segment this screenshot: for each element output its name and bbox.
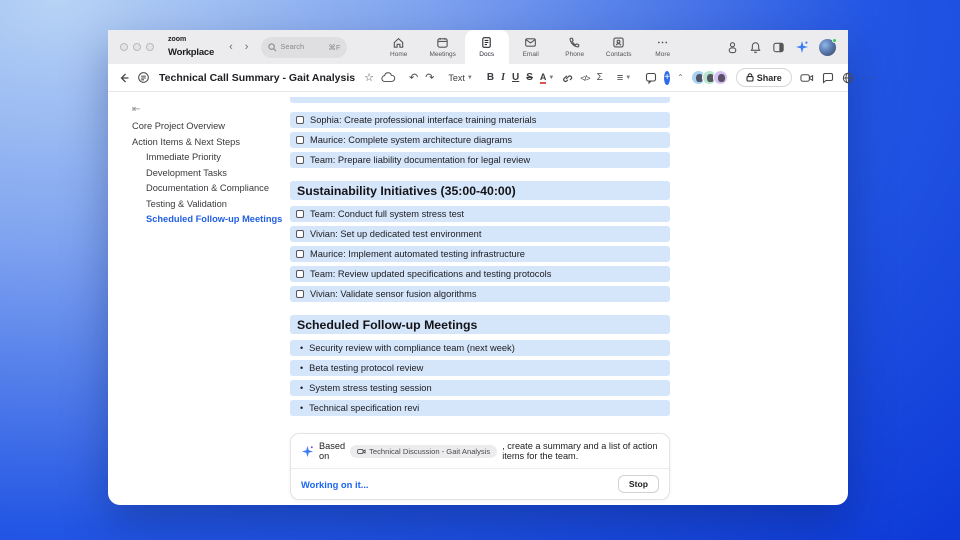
ai-prompt-prefix: Based on (319, 441, 346, 461)
window-controls[interactable] (120, 43, 154, 51)
outline-item[interactable]: Development Tasks (146, 167, 227, 178)
lock-icon (746, 73, 754, 82)
item-text: Maurice: Implement automated testing infrastructure (310, 249, 525, 259)
minimize-window-button[interactable] (133, 43, 141, 51)
search-shortcut: ⌘F (328, 42, 341, 52)
item-text: Team: Conduct full system stress test (310, 209, 464, 219)
docs-home-icon[interactable] (137, 71, 150, 84)
checklist-item[interactable] (290, 266, 670, 282)
italic-button[interactable]: I (501, 72, 505, 83)
cloud-sync-icon (381, 72, 395, 83)
nav-label: Home (390, 51, 408, 58)
insert-plus-button[interactable]: + (664, 71, 671, 83)
item-text: System stress testing session (309, 383, 432, 393)
doc-title: Technical Call Summary - Gait Analysis (159, 71, 356, 84)
nav-label: Contacts (605, 51, 632, 58)
logo-zoom-text: zoom (168, 35, 187, 43)
document-outline-sidebar (108, 92, 288, 505)
checkbox[interactable] (296, 250, 304, 258)
item-text: Security review with compliance team (next week) (309, 343, 515, 353)
align-dropdown[interactable]: ≡ ▼ (616, 71, 632, 84)
outline-item[interactable]: Scheduled Follow-up Meetings (146, 214, 283, 224)
checklist-item[interactable] (290, 286, 670, 302)
home-icon (392, 36, 405, 49)
video-camera-icon[interactable] (800, 73, 814, 83)
app-body (108, 92, 848, 505)
nav-item-phone[interactable] (553, 30, 597, 64)
item-text: Vivian: Validate sensor fusion algorithms (310, 289, 477, 299)
more-options-icon[interactable]: ··· (861, 71, 876, 84)
ai-status-text: Working on it... (301, 478, 369, 490)
bullet-item[interactable] (290, 380, 670, 396)
app-window (108, 30, 876, 505)
profile-icon[interactable] (726, 41, 739, 54)
contacts-icon (612, 36, 625, 49)
source-doc-chip[interactable]: Technical Discussion - Gait Analysis (350, 445, 497, 458)
nav-item-more[interactable] (641, 30, 685, 64)
nav-back-button[interactable]: ‹ (229, 41, 233, 53)
ai-prompt-row (291, 434, 669, 468)
ai-status-row (291, 468, 669, 499)
strikethrough-button[interactable]: S (526, 72, 533, 83)
document-content (288, 92, 848, 505)
chat-icon[interactable] (822, 72, 834, 84)
panel-toggle-icon[interactable] (772, 41, 785, 54)
mail-icon (524, 36, 537, 49)
code-icon[interactable]: </> (580, 72, 590, 83)
calendar-icon (436, 36, 449, 49)
bell-icon[interactable] (749, 41, 762, 54)
nav-label: Meetings (429, 51, 456, 58)
collapse-sidebar-icon[interactable]: ⇤ (132, 104, 141, 115)
favorite-star-icon[interactable]: ☆ (364, 72, 374, 84)
nav-label: Email (522, 51, 539, 58)
nav-item-home[interactable] (377, 30, 421, 64)
checkbox[interactable] (296, 270, 304, 278)
undo-icon[interactable]: ↶ (408, 72, 419, 84)
close-window-button[interactable] (120, 43, 128, 51)
back-icon[interactable] (118, 72, 130, 84)
item-text: Team: Prepare liability documentation for legal review (310, 155, 531, 165)
doc-icon (480, 36, 493, 49)
nav-label: Phone (565, 51, 585, 58)
share-button[interactable]: Share (736, 68, 792, 87)
checkbox[interactable] (296, 116, 304, 124)
bold-button[interactable]: B (486, 72, 495, 83)
text-color-dropdown[interactable]: A ▼ (539, 71, 555, 82)
bullet-item[interactable] (290, 400, 670, 416)
globe-icon[interactable] (842, 72, 854, 84)
titlebar-left (120, 30, 347, 64)
outline-item[interactable]: Action Items & Next Steps (132, 136, 240, 147)
underline-button[interactable]: U (512, 72, 520, 83)
phone-icon (568, 36, 581, 49)
online-status-dot (832, 38, 837, 43)
maximize-window-button[interactable] (146, 43, 154, 51)
bullet-glyph: • (300, 363, 304, 373)
bullet-glyph: • (300, 343, 304, 353)
main-nav (377, 30, 685, 64)
titlebar (108, 30, 848, 64)
checkbox[interactable] (296, 210, 304, 218)
collapse-toolbar-icon[interactable]: ⌃ (677, 73, 684, 82)
ai-sparkle-icon (301, 445, 314, 458)
more-icon (656, 36, 669, 49)
nav-label: Docs (479, 51, 495, 58)
outline-item[interactable]: Documentation & Compliance (146, 183, 269, 193)
checklist-item[interactable] (290, 152, 670, 168)
bullet-item[interactable] (290, 360, 670, 376)
ai-prompt-suffix: , create a summary and a list of action items for the team. (502, 441, 658, 461)
item-text: Technical specification revi (309, 403, 420, 413)
search-input[interactable] (261, 37, 347, 58)
checkbox[interactable] (296, 156, 304, 164)
ai-companion-card (290, 433, 670, 500)
doc-toolbar-right (691, 68, 876, 87)
titlebar-right (714, 30, 848, 64)
doc-toolbar (108, 64, 876, 92)
bullet-item[interactable] (290, 340, 670, 356)
link-icon[interactable] (561, 72, 573, 84)
outline-item[interactable]: Immediate Priority (146, 152, 221, 162)
section-heading: Scheduled Follow-up Meetings (290, 315, 670, 334)
checkbox[interactable] (296, 136, 304, 144)
stop-button[interactable]: Stop (618, 475, 659, 493)
checkbox[interactable] (296, 230, 304, 238)
nav-item-contacts[interactable] (597, 30, 641, 64)
text-style-dropdown[interactable]: Text ▼ (448, 72, 473, 83)
item-text: Maurice: Complete system architecture diagrams (310, 135, 513, 145)
nav-label: More (655, 51, 671, 58)
item-text: Sophia: Create professional interface training materials (310, 115, 537, 125)
checklist-item[interactable] (290, 206, 670, 222)
search-icon (268, 43, 277, 52)
clipped-row (290, 97, 670, 103)
zoom-workplace-logo (168, 36, 214, 59)
checklist-item[interactable] (290, 226, 670, 242)
collaborator-avatar[interactable] (713, 70, 728, 85)
comment-icon[interactable] (645, 72, 657, 84)
bullet-glyph: • (300, 383, 304, 393)
section-heading: Sustainability Initiatives (35:00-40:00) (290, 181, 670, 200)
checklist-item[interactable] (290, 112, 670, 128)
ai-sparkle-icon[interactable] (795, 40, 809, 54)
bullet-glyph: • (300, 403, 304, 413)
item-text: Vivian: Set up dedicated test environment (310, 229, 482, 239)
nav-forward-button[interactable]: › (244, 41, 249, 53)
checkbox[interactable] (296, 290, 304, 298)
collaborator-avatars[interactable] (691, 70, 728, 85)
item-text: Team: Review updated specifications and testing protocols (310, 269, 552, 279)
logo-workplace-text: Workplace (168, 46, 215, 58)
nav-item-docs[interactable] (465, 30, 509, 64)
nav-item-email[interactable] (509, 30, 553, 64)
user-avatar[interactable] (819, 39, 836, 56)
outline-item[interactable]: Testing & Validation (146, 198, 227, 209)
search-placeholder: Search (280, 42, 305, 52)
checklist-item[interactable] (290, 246, 670, 262)
item-text: Beta testing protocol review (309, 363, 424, 373)
checklist-item[interactable] (290, 132, 670, 148)
outline-item[interactable]: Core Project Overview (132, 121, 225, 131)
clip-icon (357, 448, 366, 455)
nav-item-meetings[interactable] (421, 30, 465, 64)
formula-icon[interactable]: Σ (596, 72, 603, 83)
redo-icon[interactable]: ↷ (425, 72, 435, 84)
